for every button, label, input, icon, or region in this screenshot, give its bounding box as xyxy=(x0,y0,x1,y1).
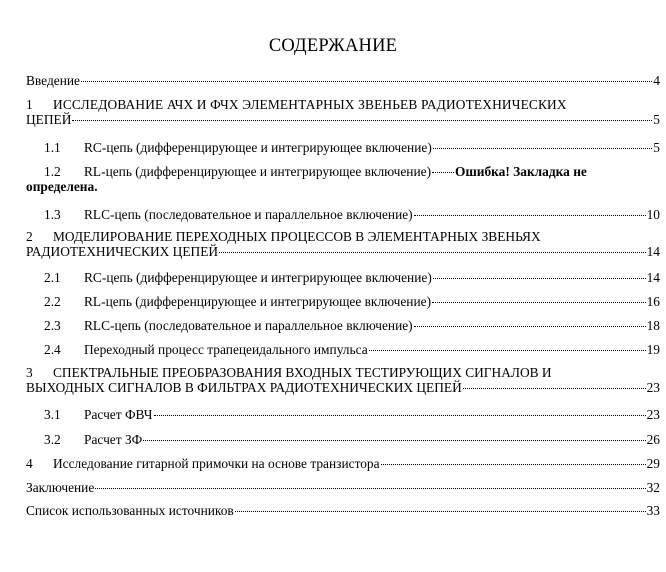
dot-leader xyxy=(381,464,646,465)
toc-chapter-title-line2: ВЫХОДНЫХ СИГНАЛОВ В ФИЛЬТРАХ РАДИОТЕХНИЧЕСКИХ ЦЕПЕЙ xyxy=(26,380,462,395)
toc-page-number: 5 xyxy=(653,140,660,155)
toc-chapter-4[interactable] xyxy=(26,456,660,471)
dot-leader xyxy=(219,252,646,253)
page-title: СОДЕРЖАНИЕ xyxy=(268,36,398,56)
toc-page-number: 23 xyxy=(646,407,660,422)
dot-leader xyxy=(143,440,645,441)
toc-chapter-title-line1: МОДЕЛИРОВАНИЕ ПЕРЕХОДНЫХ ПРОЦЕССОВ В ЭЛЕМЕНТАРНЫХ ЗВЕНЬЯХ xyxy=(53,229,541,244)
toc-entry-text: Введение xyxy=(26,73,80,88)
toc-entry-text: Список использованных источников xyxy=(26,503,234,518)
dot-leader xyxy=(95,488,645,489)
toc-page-number: 19 xyxy=(646,342,660,357)
toc-chapter-title-line1: СПЕКТРАЛЬНЫЕ ПРЕОБРАЗОВАНИЯ ВХОДНЫХ ТЕСТИРУЮЩИХ СИГНАЛОВ И xyxy=(53,365,552,380)
toc-section-number: 2.2 xyxy=(44,294,61,309)
dot-leader xyxy=(414,326,646,327)
toc-section-3-1[interactable] xyxy=(26,407,660,422)
toc-section-number: 2.3 xyxy=(44,318,61,333)
toc-chapter-2[interactable] xyxy=(26,229,660,259)
toc-chapter-number: 3 xyxy=(26,365,33,380)
dot-leader xyxy=(432,302,646,303)
toc-page-number: 14 xyxy=(646,244,660,259)
toc-chapter-title-line1: ИССЛЕДОВАНИЕ АЧХ И ФЧХ ЭЛЕМЕНТАРНЫХ ЗВЕНЬЕВ РАДИОТЕХНИЧЕСКИХ xyxy=(53,97,567,112)
toc-section-text: Расчет ФВЧ xyxy=(84,407,153,422)
dot-leader xyxy=(235,511,646,512)
toc-section-2-3[interactable] xyxy=(26,318,660,333)
toc-section-3-2[interactable] xyxy=(26,432,660,447)
toc-section-number: 1.3 xyxy=(44,207,61,222)
toc-section-2-4[interactable] xyxy=(26,342,660,357)
dot-leader xyxy=(432,172,454,173)
toc-section-number: 1.1 xyxy=(44,140,61,155)
toc-section-1-3[interactable] xyxy=(26,207,660,222)
toc-page-number: 33 xyxy=(646,503,660,518)
toc-chapter-title-line2: ЦЕПЕЙ xyxy=(26,112,72,127)
toc-entry-text: Заключение xyxy=(26,480,95,495)
toc-section-number: 3.1 xyxy=(44,407,61,422)
toc-section-text: Расчет ЗФ xyxy=(84,432,143,447)
toc-page-number: 23 xyxy=(646,380,660,395)
dot-leader xyxy=(433,278,646,279)
dot-leader xyxy=(463,388,646,389)
toc-page-number: 26 xyxy=(646,432,660,447)
toc-section-2-1[interactable] xyxy=(26,270,660,285)
bookmark-error-text: Ошибка! Закладка не xyxy=(455,164,587,179)
toc-entry-sources[interactable] xyxy=(26,503,660,518)
toc-section-1-1[interactable] xyxy=(26,140,660,155)
toc-chapter-3[interactable] xyxy=(26,365,660,395)
toc-section-text: RL-цепь (дифференцирующее и интегрирующее включение) xyxy=(84,164,432,179)
toc-entry-intro[interactable] xyxy=(26,73,660,88)
bookmark-error-text-continued: определена. xyxy=(26,179,98,194)
toc-page-number: 14 xyxy=(646,270,660,285)
toc-section-text: RC-цепь (дифференцирующее и интегрирующее включение) xyxy=(84,270,432,285)
toc-section-number: 1.2 xyxy=(44,164,61,179)
toc-section-number: 2.4 xyxy=(44,342,61,357)
dot-leader xyxy=(154,415,646,416)
toc-section-text: Переходный процесс трапецеидального импульса xyxy=(84,342,368,357)
toc-page-number: 29 xyxy=(646,456,660,471)
dot-leader xyxy=(369,350,646,351)
toc-page-number: 5 xyxy=(653,112,660,127)
toc-entry-conclusion[interactable] xyxy=(26,480,660,495)
toc-chapter-text: Исследование гитарной примочки на основе транзистора xyxy=(53,456,380,471)
dot-leader xyxy=(72,120,652,121)
toc-chapter-number: 1 xyxy=(26,97,33,112)
dot-leader xyxy=(414,215,646,216)
toc-page-number: 32 xyxy=(646,480,660,495)
toc-section-number: 3.2 xyxy=(44,432,61,447)
dot-leader xyxy=(81,81,652,82)
dot-leader xyxy=(433,148,653,149)
toc-section-1-2[interactable] xyxy=(26,164,660,194)
toc-section-text: RLC-цепь (последовательное и параллельное включение) xyxy=(84,207,413,222)
toc-page-number: 18 xyxy=(646,318,660,333)
toc-section-number: 2.1 xyxy=(44,270,61,285)
toc-chapter-number: 4 xyxy=(26,456,33,471)
toc-chapter-title-line2: РАДИОТЕХНИЧЕСКИХ ЦЕПЕЙ xyxy=(26,244,219,259)
toc-section-2-2[interactable] xyxy=(26,294,660,309)
toc-chapter-1[interactable] xyxy=(26,97,660,127)
toc-section-text: RL-цепь (дифференцирующее и интегрирующее включение) xyxy=(84,294,432,309)
toc-chapter-number: 2 xyxy=(26,229,33,244)
toc-section-text: RC-цепь (дифференцирующее и интегрирующее включение) xyxy=(84,140,432,155)
toc-section-text: RLC-цепь (последовательное и параллельное включение) xyxy=(84,318,413,333)
toc-page-number: 16 xyxy=(646,294,660,309)
toc-page-number: 4 xyxy=(653,73,660,88)
toc-page-number: 10 xyxy=(646,207,660,222)
